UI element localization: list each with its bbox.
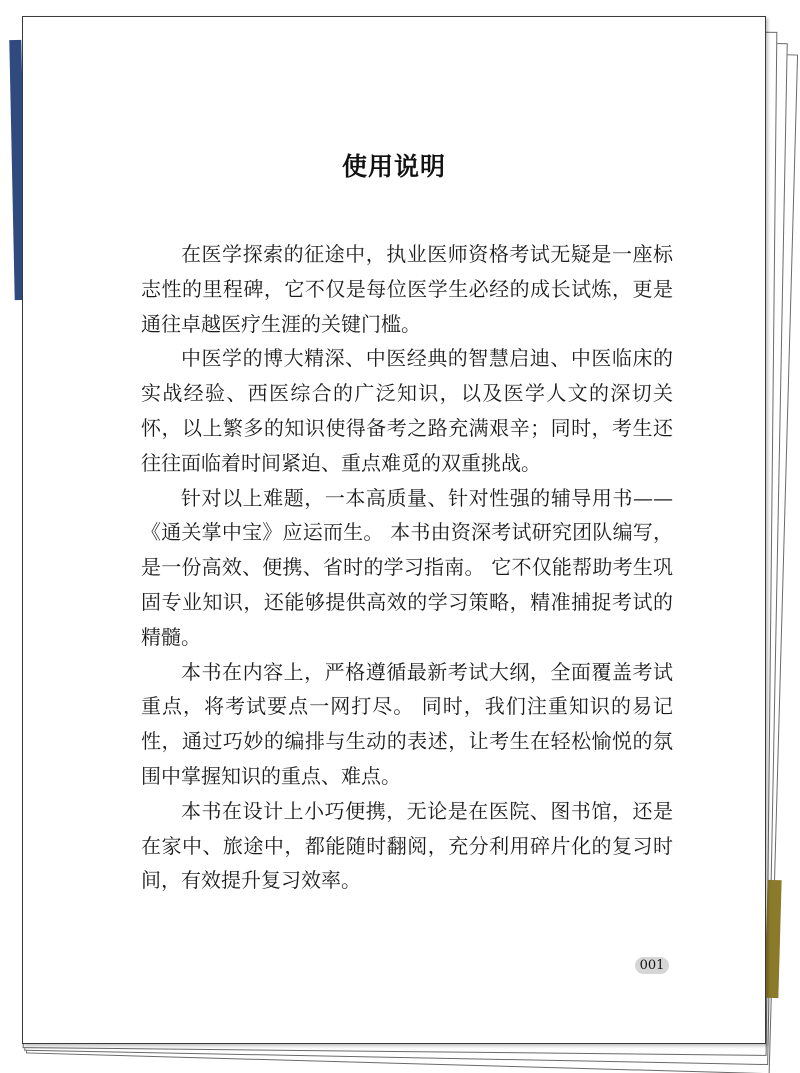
page-title: 使用说明 [341, 152, 446, 181]
paragraph: 本书在内容上，严格遵循最新考试大纲，全面覆盖考试重点，将考试要点一网打尽。 同时，我们注重知识的易记性，通过巧妙的编排与生动的表述，让考生在轻松愉悦的氛围中掌握知识的重点、难点。 [141, 659, 673, 788]
document-page [22, 16, 766, 1044]
paragraph: 在医学探索的征途中，执业医师资格考试无疑是一座标志性的里程碑，它不仅是每位医学生必经的成长试炼，更是通往卓越医疗生涯的关键门槛。 [141, 242, 673, 336]
body-text [141, 237, 673, 898]
back-sheet-olive-edge [764, 880, 781, 998]
paragraph: 针对以上难题，一本高质量、针对性强的辅导用书——《通关掌中宝》应运而生。 本书由资深考试研究团队编写，是一份高效、便携、省时的学习指南。 它不仅能帮助考生巩固专业知识，还能够提供高效的学习策略，精准捕捉考试的精髓。 [141, 485, 673, 649]
page-number-badge: 001 [635, 957, 669, 974]
paragraph: 中医学的博大精深、中医经典的智慧启迪、中医临床的实战经验、西医综合的广泛知识，以及医学人文的深切关怀，以上繁多的知识使得备考之路充满艰辛；同时，考生还往往面临着时间紧迫、重点难觅的双重挑战。 [141, 346, 673, 475]
paragraph: 本书在设计上小巧便携，无论是在医院、图书馆，还是在家中、旅途中，都能随时翻阅，充分利用碎片化的复习时间，有效提升复习效率。 [141, 798, 673, 893]
